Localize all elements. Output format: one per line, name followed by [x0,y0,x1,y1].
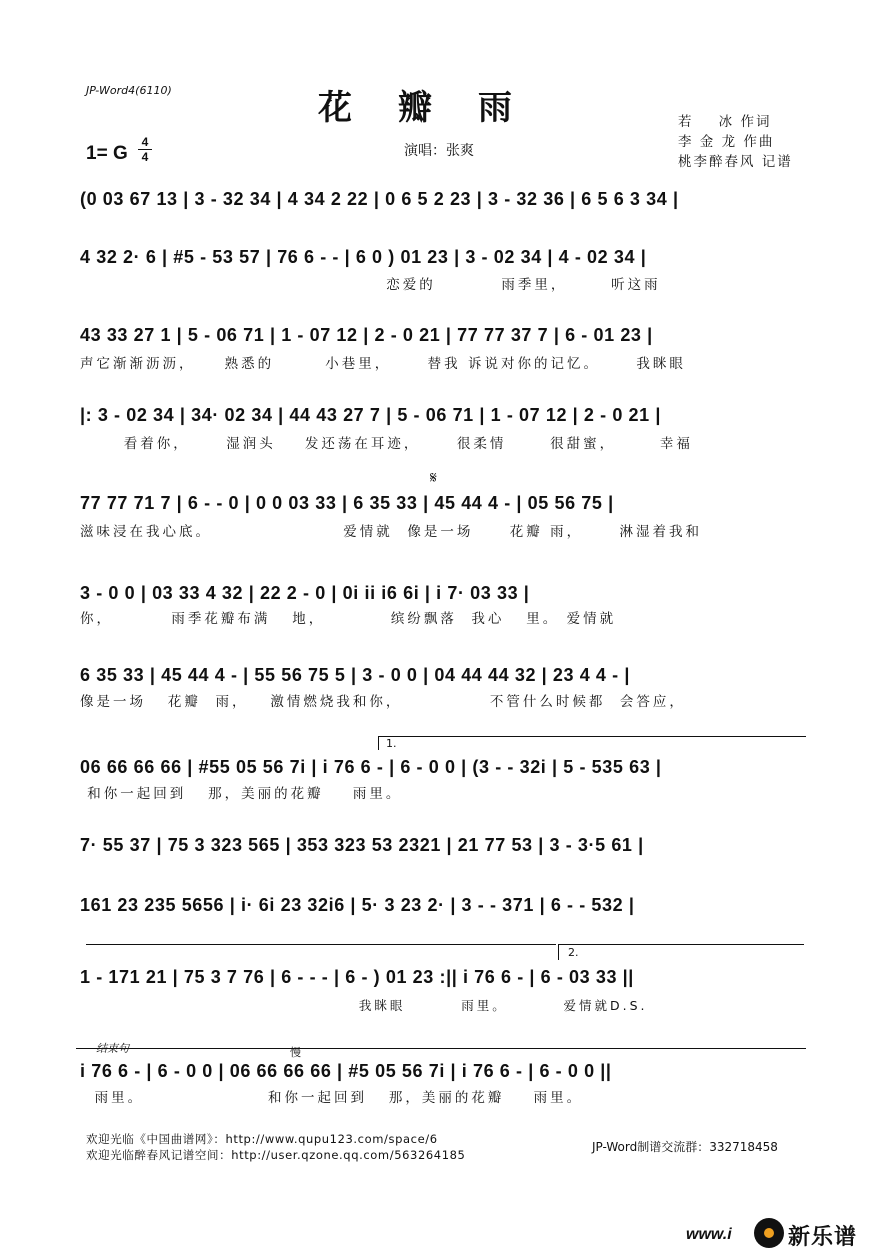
time-signature-bottom: 4 [141,150,149,164]
transcriber-credit: 桃李醉春风 记谱 [678,154,793,170]
score-line-10: 161 23 235 5656 | i· 6i 23 32i6 | 5· 3 23 2· | 3 - - 371 | 6 - - 532 | [80,895,635,915]
volta-2-bracket [558,944,804,945]
logo-url-text: www.i [686,1226,732,1243]
score-line-2: 4 32 2· 6 | #5 - 53 57 | 76 6 - - | 6 0 ) 01 23 | 3 - 02 34 | 4 - 02 34 | [80,247,647,267]
lyric-line-8: 和你一起回到 那，美丽的花瓣 雨里。 [80,786,403,802]
footer-website-link[interactable]: 欢迎光临《中国曲谱网》：http://www.qupu123.com/space/6 [86,1132,438,1146]
time-signature [138,136,152,163]
score-line-11: 1 - 171 21 | 75 3 7 76 | 6 - - - | 6 - ) 01 23 :|| i 76 6 - | 6 - 03 33 || [80,967,634,987]
volta-2-label: 2. [568,946,579,959]
record-disc-icon [754,1218,784,1248]
volta-1-left-edge [378,736,379,750]
lyric-line-5: 滋味浸在我心底。 爱情就 像是一场 花瓣 雨， 淋湿着我和 [80,524,703,540]
score-line-1: (0 03 67 13 | 3 - 32 34 | 4 34 2 22 | 0 6 5 2 23 | 3 - 32 36 | 6 5 6 3 34 | [80,189,679,209]
volta-1-bracket-continued [86,944,556,945]
logo-brand-name: 新乐谱 [788,1225,858,1250]
coda-label: 结束句 [96,1042,129,1055]
score-line-5: 77 77 71 7 | 6 - - 0 | 0 0 03 33 | 6 35 33 | 45 44 4 - | 05 56 75 | [80,493,614,513]
footer-qzone-link[interactable]: 欢迎光临醉春风记谱空间：http://user.qzone.qq.com/563264185 [86,1148,466,1162]
lyric-line-3: 声它渐渐沥沥， 熟悉的 小巷里， 替我 诉说对你的记忆。 我眯眼 [80,356,686,372]
lyricist-credit: 若 冰 作词 [678,114,772,130]
lyric-line-2: 恋爱的 雨季里， 听这雨 [80,277,661,293]
footer-group-info: JP-Word制谱交流群：332718458 [592,1140,778,1154]
coda-bracket [76,1048,806,1049]
site-logo [686,1216,888,1256]
tempo-marking: 慢 [290,1046,301,1059]
segno-mark: 𝄋 [430,468,437,487]
volta-1-label: 1. [386,737,397,750]
lyric-line-4: 看着你， 湿润头 发还荡在耳迹， 很柔情 很甜蜜， 幸福 [80,436,693,452]
volta-1-bracket [378,736,806,737]
singer-credit: 演唱：张爽 [404,143,474,159]
software-label: JP-Word4(6110) [86,84,172,97]
composer-credit: 李 金 龙 作曲 [678,134,775,150]
score-line-8: 06 66 66 66 | #55 05 56 7i | i 76 6 - | 6 - 0 0 | (3 - - 32i | 5 - 535 63 | [80,757,662,777]
score-line-3: 43 33 27 1 | 5 - 06 71 | 1 - 07 12 | 2 - 0 21 | 77 77 37 7 | 6 - 01 23 | [80,325,653,345]
lyric-line-7: 像是一场 花瓣 雨， 激情燃烧我和你， 不管什么时候都 会答应， [80,694,686,710]
score-line-4: |: 3 - 02 34 | 34· 02 34 | 44 43 27 7 | 5 - 06 71 | 1 - 07 12 | 2 - 0 21 | [80,405,661,425]
lyric-line-6: 你， 雨季花瓣布满 地， 缤纷飘落 我心 里。 爱情就 [80,611,617,627]
time-signature-top: 4 [141,135,149,149]
score-line-7: 6 35 33 | 45 44 4 - | 55 56 75 5 | 3 - 0 0 | 04 44 44 32 | 23 4 4 - | [80,665,630,685]
score-line-9: 7· 55 37 | 75 3 323 565 | 353 323 53 2321 | 21 77 53 | 3 - 3·5 61 | [80,835,644,855]
lyric-line-12: 雨里。 和你一起回到 那，美丽的花瓣 雨里。 [80,1090,584,1106]
score-line-12: i 76 6 - | 6 - 0 0 | 06 66 66 66 | #5 05 56 7i | i 76 6 - | 6 - 0 0 || [80,1061,612,1081]
key-signature: 1= G [86,143,128,164]
volta-2-left-edge [558,944,559,960]
lyric-line-11: 我眯眼 雨里。 爱情就D.S. [80,998,648,1013]
score-line-6: 3 - 0 0 | 03 33 4 32 | 22 2 - 0 | 0i ii i6 6i | i 7· 03 33 | [80,583,530,603]
song-title: 花瓣雨 [318,88,558,128]
